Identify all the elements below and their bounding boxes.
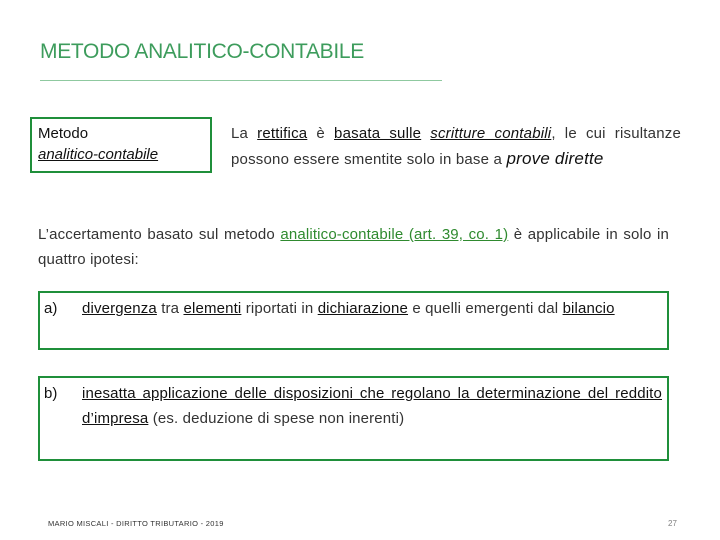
definition-text: , le cui risultanze possono essere smentite solo in base a (231, 125, 681, 168)
hypothesis-b-box (38, 376, 669, 461)
method-label-line1: Metodo (38, 125, 89, 142)
page-number: 27 (668, 519, 677, 528)
method-label-box (30, 117, 212, 173)
hypothesis-a-box (38, 291, 669, 350)
hypothesis-b-marker: b) (44, 385, 58, 402)
intro-highlight: analitico-contabile (art. 39, co. 1) (280, 226, 509, 243)
title-divider (40, 80, 442, 81)
intro-text: è applicabile in solo in quattro ipotesi: (38, 226, 669, 268)
hypothesis-b-text: inesatta applicazione delle disposizioni che regolano la determinazione del reddito d’impresa (es. deduzione di spese non inerenti) (82, 385, 662, 427)
hypothesis-a-marker: a) (44, 300, 58, 317)
hypothesis-a-text: divergenza tra elementi riportati in dichiarazione e quelli emergenti dal bilancio (82, 300, 615, 317)
definition-keyword-prove: prove dirette (506, 149, 604, 168)
definition-keyword-scritture: scritture contabili (430, 125, 552, 142)
definition-keyword-rettifica: rettifica (257, 125, 308, 142)
definition-keyword-basata: basata sulle (334, 125, 422, 142)
intro-text: L’accertamento basato sul metodo (38, 226, 281, 243)
definition-text: è (307, 125, 335, 142)
method-definition (231, 121, 681, 172)
slide-title: METODO ANALITICO-CONTABILE (40, 40, 364, 63)
method-label-line2: analitico-contabile (38, 146, 159, 163)
footer-author: MARIO MISCALI - DIRITTO TRIBUTARIO - 2019 (48, 519, 224, 528)
intro-paragraph (38, 222, 669, 272)
definition-text: La (231, 125, 258, 142)
